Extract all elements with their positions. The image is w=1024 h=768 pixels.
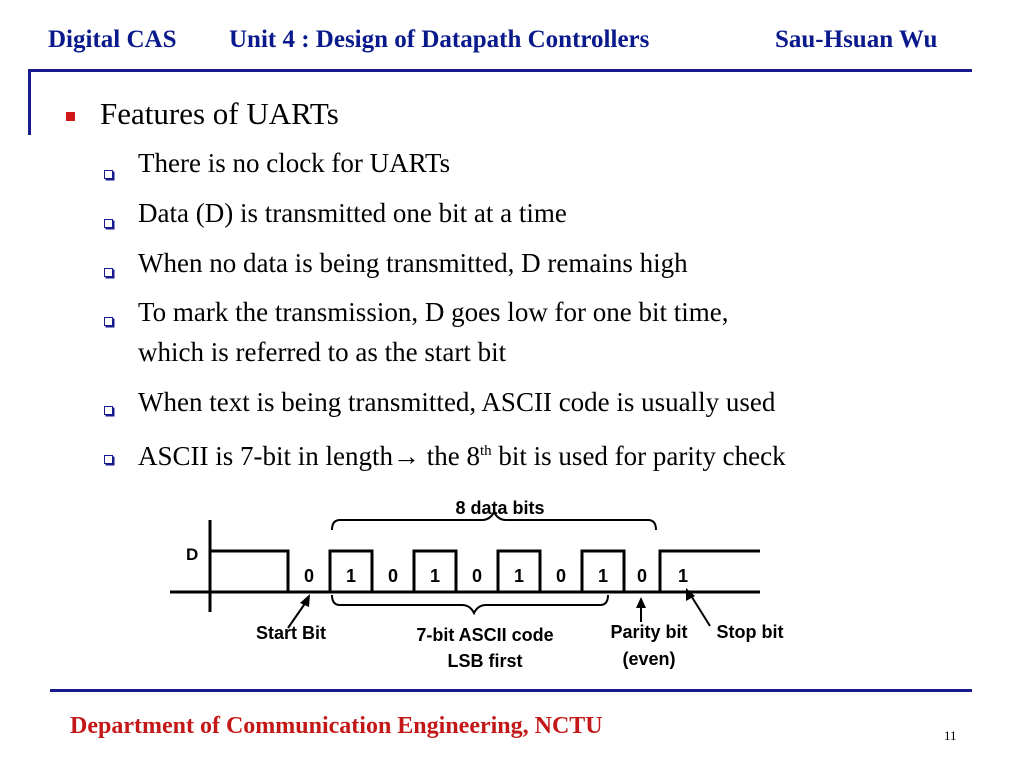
- bit-value: 0: [387, 566, 399, 586]
- bit-value: 0: [303, 566, 315, 586]
- slide-heading: Features of UARTs: [100, 96, 339, 131]
- course-title: Digital CAS: [48, 26, 177, 53]
- bottom-brace: [332, 595, 608, 613]
- bullet-text-continued: which is referred to as the start bit: [138, 337, 507, 367]
- superscript: th: [480, 443, 492, 459]
- unit-title: Unit 4 : Design of Datapath Controllers: [229, 26, 650, 53]
- parity-bit-label: Parity bit: [610, 622, 688, 642]
- bit-value: 0: [555, 566, 567, 586]
- bullet-text: To mark the transmission, D goes low for one bit time,: [138, 297, 729, 327]
- bit-value: 1: [429, 566, 441, 586]
- bullet-text-parity: [138, 432, 786, 476]
- right-arrow-icon: →: [393, 441, 420, 471]
- bit-value: 1: [597, 566, 609, 586]
- bullet-text: When no data is being transmitted, D remains high: [138, 248, 688, 278]
- bit-value: 1: [345, 566, 357, 586]
- bullet-text: Data (D) is transmitted one bit at a time: [138, 198, 567, 228]
- parity-arrow-head: [636, 597, 646, 608]
- brace-top-label: 8 data bits: [455, 498, 545, 518]
- lsb-label: LSB first: [447, 651, 523, 671]
- bullet-text-part: the 8: [420, 441, 480, 471]
- bullet-text: There is no clock for UARTs: [138, 148, 451, 178]
- stop-arrow-line: [690, 594, 710, 626]
- main-bullet-icon: [66, 112, 75, 121]
- header-rule: [28, 69, 972, 72]
- footer-department: Department of Communication Engineering, NCTU: [70, 713, 603, 739]
- bullet-text: When text is being transmitted, ASCII code is usually used: [138, 387, 776, 417]
- stop-bit-label: Stop bit: [716, 622, 784, 642]
- footer-rule: [50, 689, 972, 692]
- bullet-text-part: bit is used for parity check: [491, 441, 786, 471]
- author-name: Sau-Hsuan Wu: [775, 26, 938, 53]
- bit-value: 1: [677, 566, 689, 586]
- bit-value: 0: [636, 566, 648, 586]
- page-number: 11: [944, 728, 957, 743]
- signal-label: D: [186, 545, 199, 564]
- bullet-text-part: ASCII is 7-bit in length: [138, 441, 393, 471]
- start-bit-label: Start Bit: [255, 623, 327, 643]
- start-arrow-head: [300, 594, 310, 607]
- header-side-rule: [28, 69, 31, 135]
- bit-value: 0: [471, 566, 483, 586]
- ascii-label: 7-bit ASCII code: [416, 625, 554, 645]
- bit-value: 1: [513, 566, 525, 586]
- parity-even-label: (even): [622, 649, 676, 669]
- uart-timing-diagram: [160, 490, 820, 680]
